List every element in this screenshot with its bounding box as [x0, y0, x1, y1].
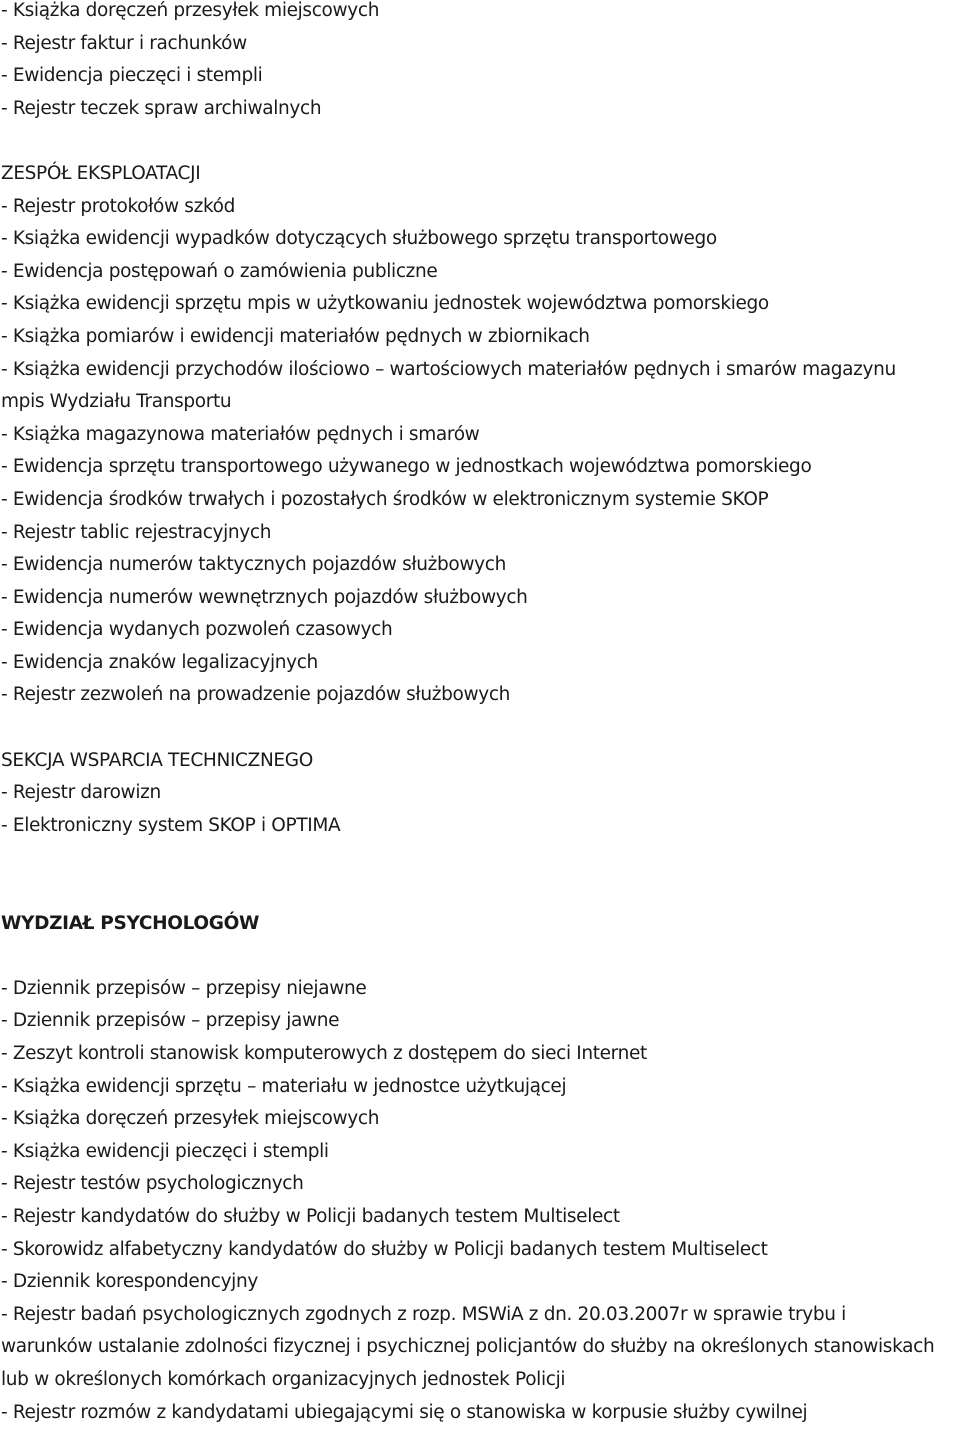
section-zespol-eksploatacji — [0, 158, 960, 712]
list-item: - Dziennik przepisów – przepisy niejawne — [1, 977, 367, 999]
list-item: - Rejestr tablic rejestracyjnych — [1, 521, 272, 543]
list-item: - Książka ewidencji wypadków dotyczących służbowego sprzętu transportowego — [1, 228, 717, 250]
list-item: - Ewidencja sprzętu transportowego używanego w jednostkach województwa pomorskiego — [1, 456, 812, 478]
list-item: - Skorowidz alfabetyczny kandydatów do służby w Policji badanych testem Multiselect — [1, 1238, 768, 1260]
list-item: - Elektroniczny system SKOP i OPTIMA — [1, 814, 341, 836]
list-item: - Ewidencja wydanych pozwoleń czasowych — [1, 619, 393, 641]
spacer — [0, 940, 960, 973]
list-item-continuation: lub w określonych komórkach organizacyjnych jednostek Policji — [1, 1368, 566, 1390]
list-item: - Rejestr zezwoleń na prowadzenie pojazdów służbowych — [1, 684, 511, 706]
spacer — [0, 125, 960, 158]
list-item: - Książka doręczeń przesyłek miejscowych — [1, 1108, 380, 1130]
list-item-continuation: mpis Wydziału Transportu — [1, 391, 232, 413]
list-item: - Ewidencja numerów wewnętrznych pojazdów służbowych — [1, 586, 528, 608]
spacer — [0, 712, 960, 745]
list-item: - Dziennik korespondencyjny — [1, 1271, 258, 1293]
list-item: - Książka ewidencji pieczęci i stempli — [1, 1140, 329, 1162]
list-item: - Rejestr faktur i rachunków — [1, 32, 247, 54]
section-sekcja-wsparcia — [0, 745, 960, 843]
list-item: - Rejestr kandydatów do służby w Policji badanych testem Multiselect — [1, 1205, 620, 1227]
list-item: - Ewidencja numerów taktycznych pojazdów służbowych — [1, 554, 506, 576]
block-list-top — [0, 0, 960, 125]
list-item: - Książka ewidencji sprzętu mpis w użytkowaniu jednostek województwa pomorskiego — [1, 293, 769, 315]
list-item: - Rejestr darowizn — [1, 782, 161, 804]
list-item: - Dziennik przepisów – przepisy jawne — [1, 1010, 340, 1032]
list-item: - Ewidencja postępowań o zamówienia publiczne — [1, 260, 438, 282]
list-item: - Książka ewidencji sprzętu – materiału w jednostce użytkującej — [1, 1075, 567, 1097]
section-heading: ZESPÓŁ EKSPLOATACJI — [1, 162, 201, 184]
list-item: - Rejestr testów psychologicznych — [1, 1173, 304, 1195]
list-item: - Rejestr teczek spraw archiwalnych — [1, 97, 322, 119]
list-item: - Książka doręczeń przesyłek miejscowych — [1, 0, 380, 21]
spacer — [0, 842, 960, 907]
section-heading: WYDZIAŁ PSYCHOLOGÓW — [1, 912, 260, 934]
list-item: - Książka pomiarów i ewidencji materiałów pędnych w zbiornikach — [1, 325, 590, 347]
list-item: - Zeszyt kontroli stanowisk komputerowych z dostępem do sieci Internet — [1, 1043, 647, 1064]
list-item: - Ewidencja pieczęci i stempli — [1, 65, 263, 87]
list-item: - Rejestr rozmów z kandydatami ubiegającymi się o stanowiska w korpusie służby cywilnej — [1, 1401, 808, 1423]
section-wydzial-psychologow — [0, 908, 960, 1429]
list-item: - Rejestr badań psychologicznych zgodnych z rozp. MSWiA z dn. 20.03.2007r w sprawie trybu i — [1, 1303, 846, 1325]
list-item: - Ewidencja środków trwałych i pozostałych środków w elektronicznym systemie SKOP — [1, 488, 769, 510]
list-item: - Książka magazynowa materiałów pędnych i smarów — [1, 423, 480, 445]
list-item: - Książka ewidencji przychodów ilościowo – wartościowych materiałów pędnych i smarów magazynu — [1, 358, 896, 380]
section-heading: SEKCJA WSPARCIA TECHNICZNEGO — [1, 749, 313, 771]
list-item: - Rejestr protokołów szkód — [1, 195, 236, 217]
list-item-continuation: warunków ustalanie zdolności fizycznej i psychicznej policjantów do służby na określonych stanowiskach — [1, 1336, 935, 1358]
list-item: - Ewidencja znaków legalizacyjnych — [1, 651, 318, 673]
